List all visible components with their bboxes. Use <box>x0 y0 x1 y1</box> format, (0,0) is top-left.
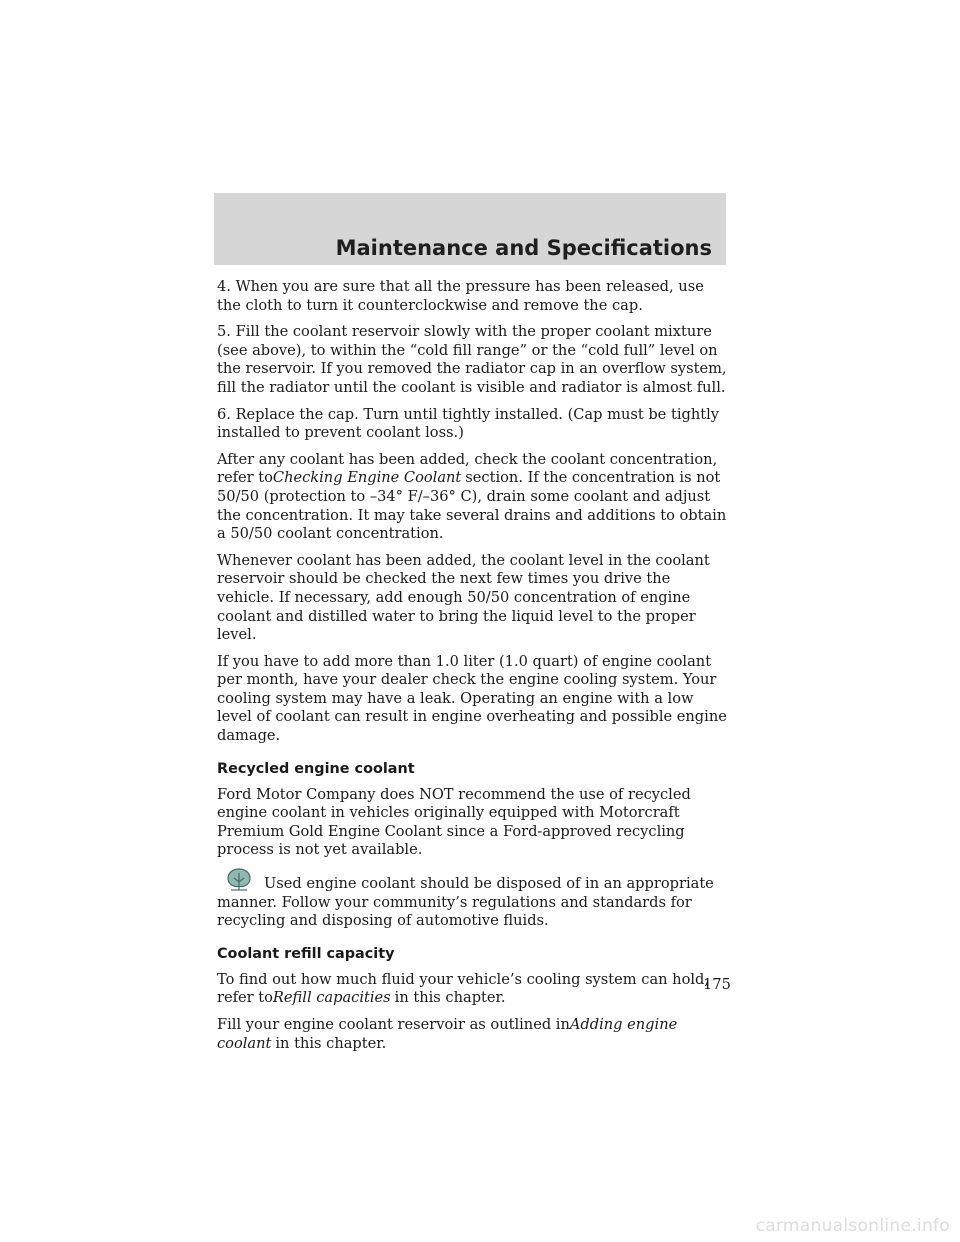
step-6-paragraph: 6. Replace the cap. Turn until tightly installed. (Cap must be tightly installed to prevent coolant loss.) <box>217 405 720 442</box>
fill-reservoir-paragraph <box>217 1016 729 1053</box>
concentration-text-a: After any coolant has been added, check the coolant concentration, refer to <box>217 450 718 487</box>
checking-coolant-reference: Checking Engine Coolant <box>272 469 462 487</box>
watermark: carmanualsonline.info <box>755 1216 950 1236</box>
recycle-tree-icon <box>225 868 253 892</box>
section-header-band <box>214 193 726 265</box>
recycled-coolant-paragraph: Ford Motor Company does NOT recommend the use of recycled engine coolant in vehicles originally equipped with Motorcraft Premium Gold Engine Coolant since a Ford-approved recycling process is not yet available. <box>217 785 691 859</box>
environment-note-text: Used engine coolant should be disposed of in an appropriate manner. Follow your community’s regulations and standards for recycling and disposing of automotive fluids. <box>217 875 714 930</box>
page-number: 175 <box>703 976 731 993</box>
fill-text-b: in this chapter. <box>275 1034 387 1052</box>
refill-text-b: in this chapter. <box>394 989 506 1007</box>
section-title: Maintenance and Specifications <box>335 236 712 260</box>
page-content <box>217 278 729 1061</box>
concentration-text-b: section. If the concentration is not 50/50 (protection to –34° F/–36° C), drain some coolant and adjust the concentration. It may take several drains and additions to obtain a 50/50 coolant concentration. <box>217 469 727 543</box>
step-4-paragraph: 4. When you are sure that all the pressure has been released, use the cloth to turn it counterclockwise and remove the cap. <box>217 278 704 314</box>
refill-text-a: To find out how much fluid your vehicle’s cooling system can hold, refer to <box>217 970 710 1007</box>
leak-warning-paragraph: If you have to add more than 1.0 liter (1.0 quart) of engine coolant per month, have your dealer check the engine cooling system. Your cooling system may have a leak. Operating an engine with a low level of coolant can result in engine overheating and possible engine damage. <box>217 652 727 745</box>
environment-note <box>217 868 729 931</box>
refill-capacity-heading: Coolant refill capacity <box>217 945 395 962</box>
concentration-paragraph <box>217 451 729 544</box>
refill-capacities-reference: Refill capacities <box>272 989 391 1007</box>
level-check-paragraph: Whenever coolant has been added, the coolant level in the coolant reservoir should be checked the next few times you drive the vehicle. If necessary, add enough 50/50 concentration of engine coolant and distilled water to bring the liquid level to the proper level. <box>217 551 710 644</box>
step-5-paragraph: 5. Fill the coolant reservoir slowly with the proper coolant mixture (see above), to within the “cold fill range” or the “cold full” level on the reservoir. If you removed the radiator cap in an overflow system, fill the radiator until the coolant is visible and radiator is almost full. <box>217 323 727 396</box>
adding-coolant-reference: Adding engine coolant <box>217 1016 678 1052</box>
refill-capacity-paragraph <box>217 971 729 1008</box>
fill-text-a: Fill your engine coolant reservoir as outlined in <box>217 1016 570 1033</box>
recycled-coolant-heading: Recycled engine coolant <box>217 760 415 777</box>
